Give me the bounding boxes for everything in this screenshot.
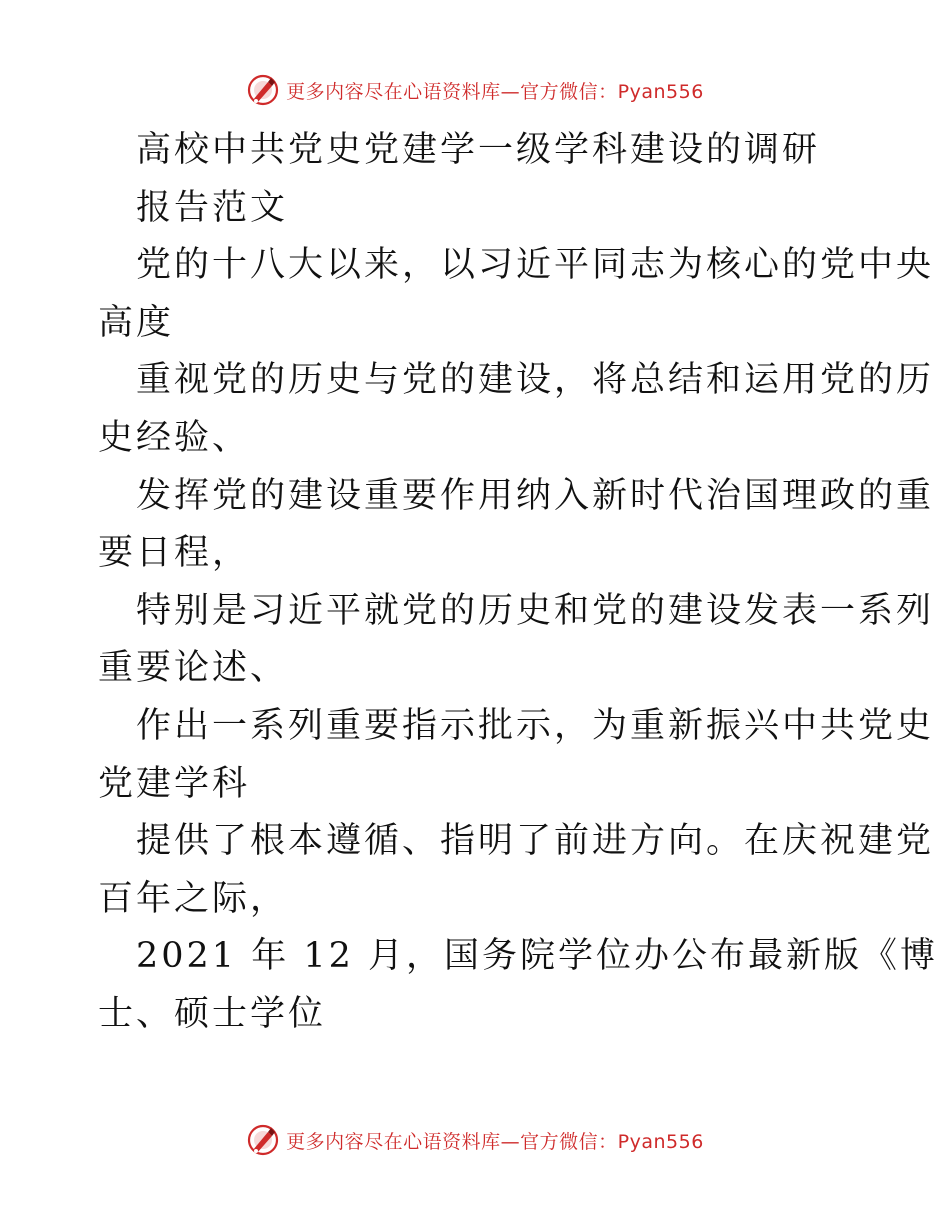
text-line: 高校中共党史党建学一级学科建设的调研 <box>136 130 821 170</box>
footer-banner <box>0 1120 950 1160</box>
text-line: 提供了根本遵循、指明了前进方向。在庆祝建党 <box>136 821 935 862</box>
text-line: 党的十八大以来，以习近平同志为核心的党中央 <box>136 245 935 286</box>
text-line: 要日程， <box>98 533 251 574</box>
text-line: 重视党的历史与党的建设，将总结和运用党的历 <box>136 360 935 401</box>
text-line: 发挥党的建设重要作用纳入新时代治国理政的重 <box>136 475 935 516</box>
pen-seal-logo-icon <box>246 1123 280 1157</box>
text-line: 史经验、 <box>98 417 251 458</box>
header-banner-text: 更多内容尽在心语资料库—官方微信：Pyan556 <box>286 80 704 103</box>
text-line: 百年之际， <box>98 878 289 919</box>
document-body <box>98 122 938 1044</box>
text-line: 重要论述、 <box>98 648 289 689</box>
text-line: 报告范文 <box>136 187 289 228</box>
text-line: 士、硕士学位 <box>98 993 327 1034</box>
text-line: 特别是习近平就党的历史和党的建设发表一系列 <box>136 590 935 631</box>
text-line: 党建学科 <box>98 763 251 804</box>
header-banner <box>0 70 950 110</box>
text-line: 2021 年 12 月，国务院学位办公布最新版《博 <box>136 936 938 977</box>
pen-seal-logo-icon <box>246 73 280 107</box>
footer-banner-text: 更多内容尽在心语资料库—官方微信：Pyan556 <box>286 1130 704 1153</box>
text-line: 作出一系列重要指示批示，为重新振兴中共党史 <box>136 705 935 746</box>
text-line: 高度 <box>98 302 175 343</box>
